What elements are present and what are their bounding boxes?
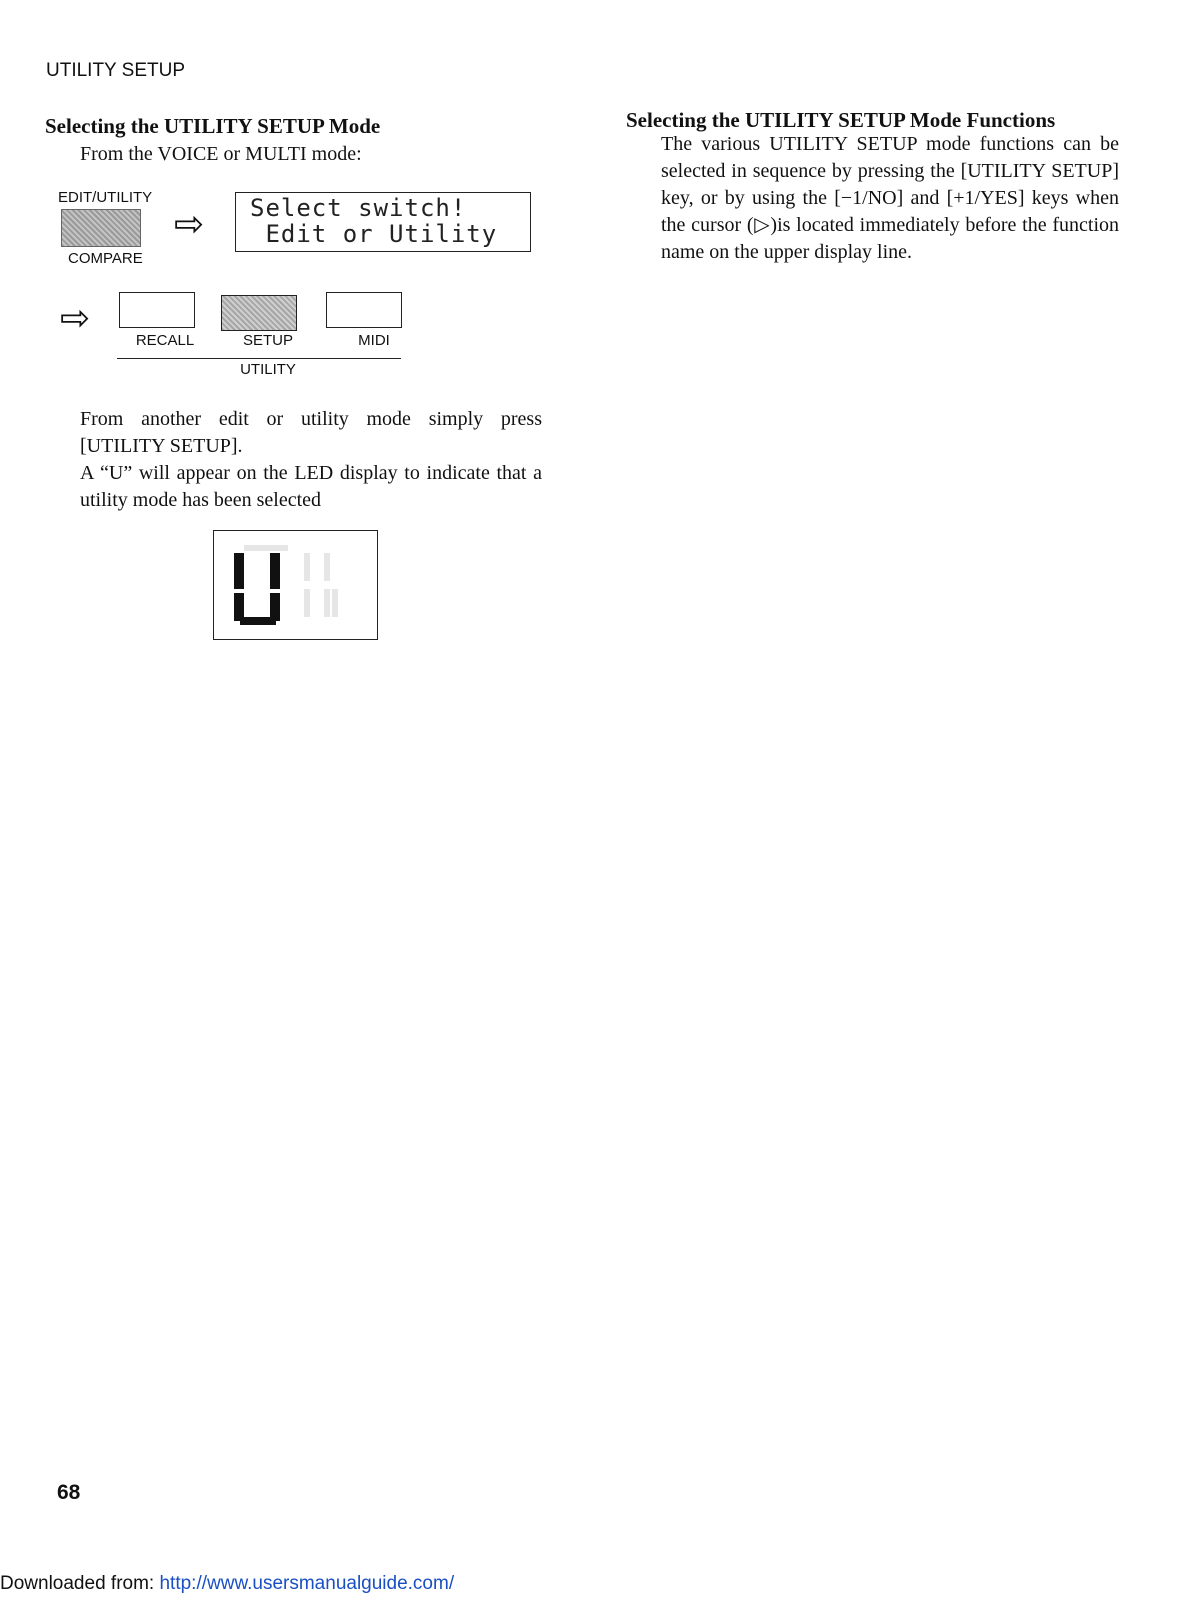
utility-group-rule (117, 358, 401, 359)
right-arrow-icon: ⇨ (174, 203, 205, 244)
recall-label: RECALL (135, 332, 195, 349)
edit-utility-key-illustration (61, 209, 141, 247)
footer (0, 1573, 454, 1595)
left-heading: Selecting the UTILITY SETUP Mode (45, 114, 381, 138)
midi-button-illustration (326, 292, 402, 328)
page-number: 68 (57, 1481, 81, 1504)
midi-label: MIDI (358, 332, 390, 349)
section-header: UTILITY SETUP (46, 60, 186, 81)
lcd-line-1: Select switch! (250, 194, 467, 222)
right-heading: Selecting the UTILITY SETUP Mode Functions (626, 108, 1056, 132)
right-arrow-icon: ⇨ (60, 297, 91, 338)
seven-segment-u-icon (214, 531, 377, 639)
setup-button-illustration (221, 295, 297, 331)
recall-button-illustration (119, 292, 195, 328)
paragraph-2: A “U” will appear on the LED display to indicate that a utility mode has been selected (80, 462, 542, 511)
paragraph-1: From another edit or utility mode simply press [UTILITY SETUP]. (80, 408, 542, 457)
footer-prefix: Downloaded from: (0, 1573, 160, 1594)
led-display (213, 530, 378, 640)
lcd-line-2: Edit or Utility (250, 220, 498, 248)
left-intro: From the VOICE or MULTI mode: (80, 143, 362, 165)
setup-label: SETUP (242, 332, 293, 349)
compare-label: COMPARE (68, 250, 143, 267)
utility-group-label: UTILITY (240, 361, 296, 378)
footer-link[interactable]: http://www.usersmanualguide.com/ (159, 1573, 455, 1594)
right-paragraph: The various UTILITY SETUP mode functions can be selected in sequence by pressing the [UTILITY SETUP] key, or by using the [−1/NO] and [+1/YES] keys when the cursor (▷)is located immediately before the function name on the upper display line. (661, 133, 1119, 263)
lcd-display (235, 192, 531, 252)
edit-utility-label: EDIT/UTILITY (58, 189, 153, 206)
left-paragraph (80, 406, 542, 514)
